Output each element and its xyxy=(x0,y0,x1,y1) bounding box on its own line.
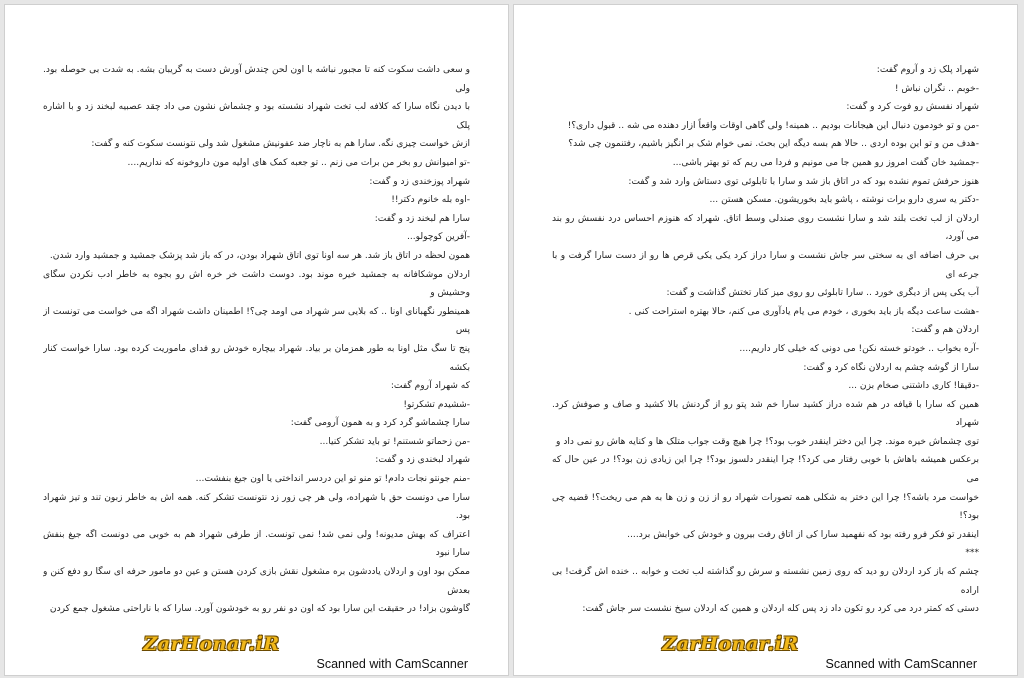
text-line: اعتراف که بهش مدیونه! ولی نمی شد! نمی تونست. از طرفی شهراد هم به خوبی می دونست اگه جیغ بنفش سارا نبود xyxy=(43,529,470,559)
text-line: بی حرف اضافه ای به سختی سر جاش نشست و سارا دراز کرد یکی یکی قرص ها رو از دست سارا گرفت و با جرعه ای xyxy=(552,250,979,280)
text-line: گاوشون بزاد! در حقیقت این سارا بود که اون دو نفر رو به خودشون آورد. سارا که با ناراحتی مشغول جمع کردن xyxy=(49,604,470,615)
text-line: دستی که کمتر درد می کرد رو تکون داد زد پس کله اردلان و همین که اردلان سیخ نشست سر جاش گفت: xyxy=(582,604,979,615)
text-line: -منم جونتو نجات دادم! تو منو تو این دردسر انداختی یا اون جیغ بنفشت... xyxy=(195,474,470,485)
text-line: شهراد پوزخندی زد و گفت: xyxy=(369,176,470,187)
text-line: اردلان موشکافانه به جمشید خیره موند بود. دوست داشت خر خره اش رو بجوه به خاطر ادب نکردن سگای وحشیش و xyxy=(43,269,470,299)
text-line: آب یکی پس از دیگری خورد .. سارا تابلوئی رو روی میز کنار تختش گذاشت و گفت: xyxy=(666,288,979,299)
zarhonar-watermark: ZarHonar.iR xyxy=(662,633,799,655)
text-line: ازش خواست چیزی نگه. سارا هم به ناچار ضد عفونیش مشغول شد ولی نتونست سکوت کنه و گفت: xyxy=(91,139,470,150)
text-line: همین که سارا با قیافه در هم شده دراز کشید سارا خم شد پتو رو از گردنش بالا کشید و صاف و صوفش کرد. شهراد xyxy=(552,399,979,429)
camscanner-label: Scanned with CamScanner xyxy=(316,657,468,671)
text-line: چشم که باز کرد اردلان رو دید که روی زمین نشسته و سرش رو گذاشته لب تخت و خوابه .. خنده اش گرفت! بی اراده xyxy=(552,567,979,596)
text-line: برعکس همیشه باهاش با خوبی رفتار می کرد؟! چرا اینقدر دلسوز بود؟! چرا این زیادی زن بود؟! در عین حال که می xyxy=(552,455,979,485)
document-page-right xyxy=(513,4,1018,676)
text-line: -تو امیوانش رو بخر من برات می زنم .. تو جعبه کمک های اولیه مون داروخونه که نداریم.... xyxy=(127,157,470,168)
text-line: -آفرین کوچولو... xyxy=(406,232,470,243)
text-line: -جمشید خان گفت امروز رو همین جا می مونیم و فردا می ریم که تو بهتر باشی... xyxy=(672,157,979,168)
text-line: خواست مرد باشه؟! چرا این دختر به شکلی همه تصورات شهراد رو از زن و زن ها به هم می ریخت؟! قضیه چی بود؟! xyxy=(552,492,979,522)
text-line: و سعی داشت سکوت کنه تا مجبور نباشه با اون لحن چندش آورش دست به گریبان بشه. به شدت بی حوصله بود. ولی xyxy=(43,65,470,94)
text-line: -من زحماتو شستنم! تو باید تشکر کنیا... xyxy=(319,436,470,447)
text-line: اردلان هم و گفت: xyxy=(911,325,979,336)
text-line: شهراد نفسش رو فوت کرد و گفت: xyxy=(846,102,979,113)
text-line: -دقیقا! کاری داشتنی صخام بزن ... xyxy=(848,381,979,392)
text-line: همینطور نگهبانای اونا .. که بلایی سر شهراد می اومد چی؟! اطمینان داشت شهراد اگه می خواست می تونست از پس xyxy=(43,306,470,336)
text-line: شهراد لبخندی زد و گفت: xyxy=(375,455,470,466)
text-line: -اوه بله خانوم دکتر!! xyxy=(391,195,470,206)
text-line: سارا می دونست حق با شهراده، ولی هر چی زور زد نتونست تشکر کنه. همه اش به خاطر زبون تند و تیز شهراد بود. xyxy=(43,492,470,522)
zarhonar-watermark: ZarHonar.iR xyxy=(143,633,280,655)
document-page-left xyxy=(4,4,509,676)
text-line: -دکتر یه سری دارو برات نوشته ، پاشو باید بخوریشون. مسکن هستن ... xyxy=(709,195,979,206)
text-line: ممکن بود اون و اردلان یاددشون بره مشغول نقش بازی کردن هستن و عین دو مامور حرفه ای سگا رو دفع کنن و بعدش xyxy=(43,567,470,596)
text-line: -هشت ساعت دیگه باز باید بخوری ، خودم می یام یادآوری می کنم، حالا بهتره استراحت کنی . xyxy=(628,306,979,317)
text-line: سارا هم لبخند زد و گفت: xyxy=(374,213,470,224)
text-line: که شهراد آروم گفت: xyxy=(390,381,470,392)
text-line: -ششیدم تشکرتو! xyxy=(403,399,470,410)
text-line: -خوبم .. نگران نباش ! xyxy=(894,83,979,94)
page-text-left xyxy=(43,61,470,615)
text-line: -هدف من و تو این بوده اردی .. حالا هم بسه دیگه این بحث. نمی خوام شک بر انگیز باشیم، رفتنمون چی شد؟ xyxy=(568,139,979,150)
text-line: اردلان از لب تخت بلند شد و سارا نشست روی صندلی وسط اتاق. شهراد که هنوزم احساس درد نفسش رو بند می آورد، xyxy=(552,213,979,243)
text-line: سارا چشماشو گرد کرد و به همون آرومی گفت: xyxy=(290,418,470,429)
text-line: توی چشماش خیره موند. چرا این دختر اینقدر خوب بود؟! چرا هیچ وقت جواب متلک ها و کنایه هاش رو نمی داد و xyxy=(556,436,979,447)
text-line: با دیدن نگاه سارا که کلافه لب تخت شهراد نشسته بود و چشماش نشون می داد چقد عصبیه لبخند زد و با اشاره پلک xyxy=(43,102,470,131)
text-line: -آره بخواب .. خودتو خسته نکن! می دونی که خیلی کار داریم.... xyxy=(739,343,979,354)
text-line: اینقدر تو فکر فرو رفته بود که نفهمید سارا کی از اتاق رفت بیرون و خودش کی خوابش برد.... xyxy=(627,529,979,540)
text-line: همون لحظه در اتاق باز شد. هر سه اونا توی اتاق شهراد بودن، در که باز شد پزشک جمشید و جمشید وارد شدن. xyxy=(49,250,470,261)
text-line: -من و تو خودمون دنبال این هیجانات بودیم .. همینه! ولی گاهی اوقات واقعاً ازار دهنده می شه .. قبول داری؟! xyxy=(567,120,979,131)
text-line: *** xyxy=(965,548,979,559)
text-line: پنج تا سگ مثل اونا به طور همزمان بر بیاد. شهراد بیچاره خودش رو فدای ماموریت کرده بود. سارا خواست کنار بکشه xyxy=(43,343,470,373)
text-line: هنوز حرفش تموم نشده بود که در اتاق باز شد و سارا با تابلوئی توی دستاش وارد شد و گفت: xyxy=(628,176,979,187)
text-line: شهراد پلک زد و آروم گفت: xyxy=(876,65,979,75)
text-line: سارا از گوشه چشم به اردلان نگاه کرد و گفت: xyxy=(803,362,979,373)
camscanner-label: Scanned with CamScanner xyxy=(825,657,977,671)
page-text-right xyxy=(552,61,979,615)
